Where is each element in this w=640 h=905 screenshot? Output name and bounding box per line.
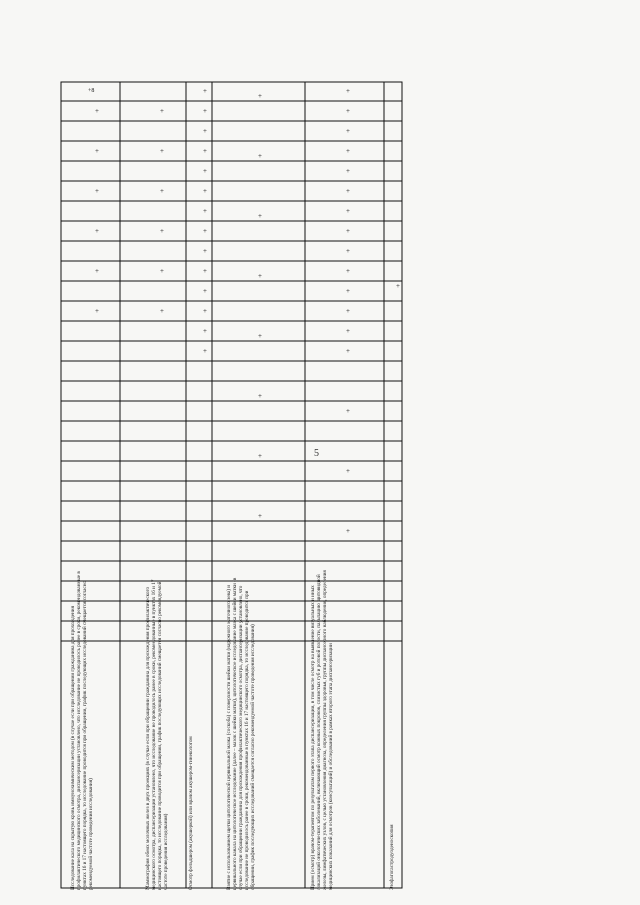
svg-text:+: + bbox=[160, 227, 164, 235]
svg-text:+: + bbox=[346, 267, 350, 275]
svg-text:+: + bbox=[203, 107, 207, 115]
svg-text:+: + bbox=[346, 347, 350, 355]
table-row: Осмотр фельдшером (акушеркой) или врачом акушером-гинекологом bbox=[188, 736, 194, 890]
svg-text:+: + bbox=[203, 147, 207, 155]
svg-text:+: + bbox=[346, 407, 350, 415]
table-row: Исследование кала на скрытую кровь иммунохимическим методом (в случае если при обращении гражданина для прохождения профилактического медицинского осмотра, диспансеризации установлено, что исследование не проводилось ранее в сроки, рекомендованные в пунктах 16 и 17 настоящего порядка, то исследование проводится при обращении, график последующих исследований смещается согласно рекомендуемой частоте проведения исследования) bbox=[70, 571, 94, 890]
svg-text:+: + bbox=[160, 187, 164, 195]
svg-text:+: + bbox=[160, 107, 164, 115]
svg-text:+: + bbox=[203, 127, 207, 135]
svg-text:+: + bbox=[95, 227, 99, 235]
svg-text:+: + bbox=[346, 527, 350, 535]
svg-text:+: + bbox=[346, 167, 350, 175]
svg-text:+: + bbox=[95, 307, 99, 315]
svg-text:+: + bbox=[160, 267, 164, 275]
svg-text:+: + bbox=[346, 147, 350, 155]
svg-text:+: + bbox=[346, 307, 350, 315]
svg-text:+: + bbox=[160, 307, 164, 315]
svg-text:+: + bbox=[203, 227, 207, 235]
svg-text:+: + bbox=[258, 452, 262, 460]
svg-text:+: + bbox=[258, 152, 262, 160]
page-number: 5 bbox=[314, 448, 319, 459]
svg-text:+: + bbox=[346, 187, 350, 195]
svg-text:+: + bbox=[203, 167, 207, 175]
svg-text:+: + bbox=[346, 467, 350, 475]
svg-text:+: + bbox=[258, 512, 262, 520]
table-row: Прием (осмотр) врачом-терапевтом по результатам первого этапа диспансеризации, в том числе осмотр на выявление визуальных и иных локализаций онкологических заболеваний, включающий осмотр кожных покровов, слизистых губ и ротовой полости, пальпацию щитовидной железы, лимфатических узлов, с целью установления диагноза, определения группы здоровья, группы диспансерного наблюдения, определения медицинских показаний для осмотров (консультаций) и обследований в рамках второго этапа диспансеризации bbox=[310, 570, 334, 890]
table-row: Эзофагогастродуоденоскопия bbox=[389, 824, 395, 890]
svg-text:+: + bbox=[203, 207, 207, 215]
svg-text:+: + bbox=[95, 187, 99, 195]
svg-text:+: + bbox=[203, 287, 207, 295]
svg-text:+: + bbox=[258, 332, 262, 340]
svg-text:+: + bbox=[346, 287, 350, 295]
svg-text:+: + bbox=[346, 227, 350, 235]
table-row: Взятие с использованием щетки цитологической цервикальной мазка (соскоба) с поверхности шейки матки (наружного маточного зева) и цервикального канала на цитологическое исследование (далее – мазок с шейки матки), цитологическое исследование мазка с шейки матки (в случае если при обращении гражданина для прохождения профилактического медицинского осмотра, диспансеризации установлено, что исследование не проводилось ранее в сроки, рекомендованные в пунктах 16 и 17 настоящего порядка, то исследование проводится при обращении, график последующих исследований смещается согласно рекомендуемой частоте проведения исследования) bbox=[226, 577, 256, 890]
svg-text:+: + bbox=[203, 347, 207, 355]
svg-text:+: + bbox=[396, 282, 400, 290]
svg-text:+: + bbox=[160, 147, 164, 155]
svg-text:+: + bbox=[346, 207, 350, 215]
svg-text:+: + bbox=[95, 107, 99, 115]
svg-text:+: + bbox=[346, 87, 350, 95]
svg-text:+: + bbox=[203, 327, 207, 335]
table-row: Маммография обеих молочных желез в двух проекциях (в случае если при обращении гражданина для прохождения профилактического медицинского осмотра, диспансеризации установлено, что исследование не проводилось ранее в сроки, рекомендованные в пунктах 16 и 17 настоящего порядка, то исследование проводится при обращении, график последующих исследований смещается согласно рекомендуемой частоте проведения исследования) bbox=[145, 579, 169, 890]
svg-text:+: + bbox=[258, 272, 262, 280]
svg-text:+: + bbox=[203, 87, 207, 95]
svg-text:+: + bbox=[346, 107, 350, 115]
svg-text:+: + bbox=[346, 127, 350, 135]
svg-text:+: + bbox=[258, 392, 262, 400]
svg-text:+: + bbox=[258, 212, 262, 220]
svg-text:+: + bbox=[203, 187, 207, 195]
svg-text:+: + bbox=[203, 307, 207, 315]
svg-text:+: + bbox=[258, 92, 262, 100]
svg-text:+: + bbox=[346, 247, 350, 255]
svg-text:+: + bbox=[346, 327, 350, 335]
svg-text:+8: +8 bbox=[88, 88, 95, 94]
svg-text:+: + bbox=[95, 147, 99, 155]
svg-text:+: + bbox=[95, 267, 99, 275]
svg-text:+: + bbox=[203, 247, 207, 255]
svg-text:+: + bbox=[203, 267, 207, 275]
